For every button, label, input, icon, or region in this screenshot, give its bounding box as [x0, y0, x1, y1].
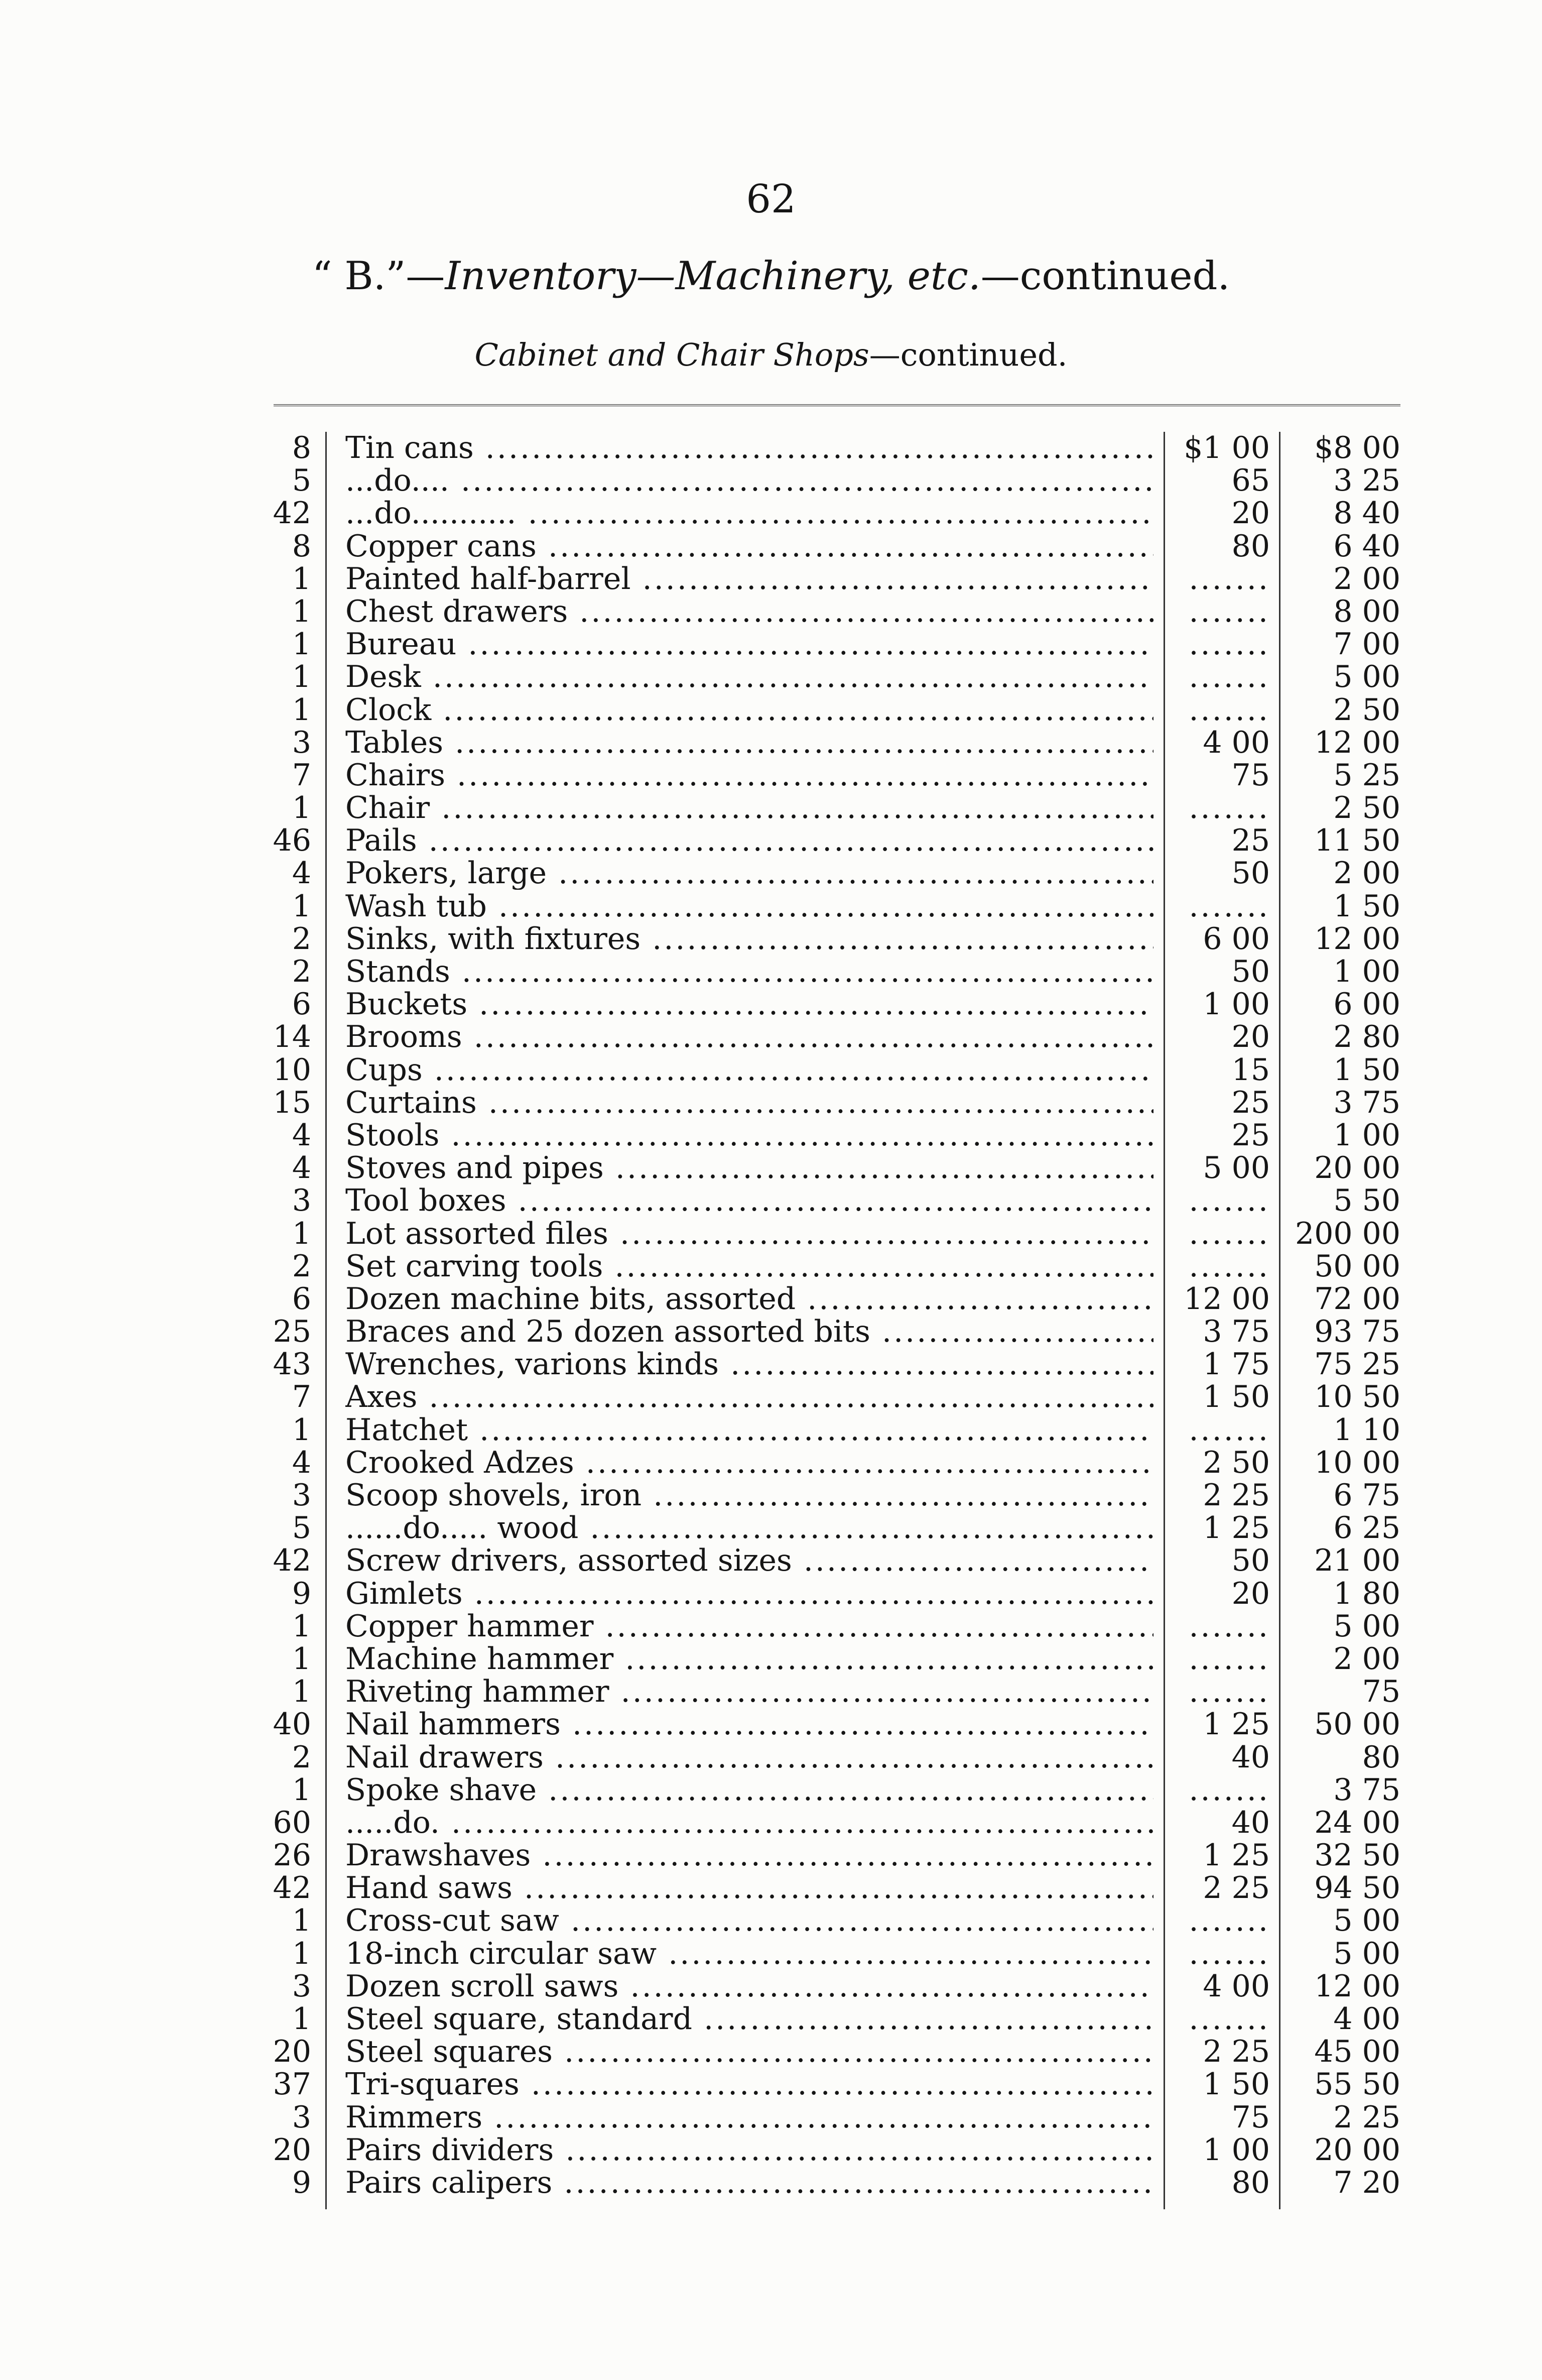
item-cell: Brooms .....	[345, 1021, 1153, 1053]
unit-price-cell: 2 25	[1203, 1478, 1270, 1513]
table-row	[0, 1184, 1542, 1217]
total-cell: 6 00	[1333, 987, 1400, 1022]
item-cell: Spoke shave .....	[345, 1774, 1153, 1807]
total-cell: 1 10	[1333, 1412, 1400, 1448]
item-cell: ...do........... .....	[345, 497, 1153, 530]
item-cell: Braces and 25 dozen assorted bits .....	[345, 1316, 1153, 1348]
quantity-cell: 14	[273, 1019, 311, 1055]
quantity-cell: 1	[292, 627, 311, 662]
unit-price-cell: 40	[1231, 1805, 1270, 1840]
item-cell: Pairs dividers .....	[345, 2134, 1153, 2167]
table-row	[0, 694, 1542, 727]
quantity-cell: 20	[273, 2132, 311, 2168]
total-cell: 1 00	[1333, 1117, 1400, 1153]
unit-price-cell: 75	[1231, 757, 1270, 793]
table-row	[0, 1414, 1542, 1447]
total-cell: 80	[1362, 1739, 1400, 1775]
quantity-cell: 1	[292, 2001, 311, 2037]
item-cell: Chair .....	[345, 792, 1153, 824]
item-cell: Sinks, with fixtures .....	[345, 923, 1153, 956]
quantity-cell: 1	[292, 593, 311, 629]
item-cell: Steel square, standard .....	[345, 2003, 1153, 2036]
table-row	[0, 1938, 1542, 1970]
table-row	[0, 1119, 1542, 1152]
table-row	[0, 1283, 1542, 1316]
item-cell: 18-inch circular saw .....	[345, 1938, 1153, 1970]
unit-price-cell: 1 25	[1203, 1510, 1270, 1546]
item-cell: Painted half-barrel .....	[345, 563, 1153, 596]
unit-price-cell	[1162, 1218, 1270, 1250]
unit-price-cell: 20	[1231, 1576, 1270, 1611]
quantity-cell: 2	[292, 921, 311, 957]
table-row	[0, 464, 1542, 497]
quantity-cell: 9	[292, 2165, 311, 2200]
total-cell: 3 75	[1333, 1085, 1400, 1120]
unit-price-cell	[1162, 2003, 1270, 2036]
quantity-cell: 1	[292, 1412, 311, 1448]
item-cell: Stools .....	[345, 1119, 1153, 1152]
total-cell: 50 00	[1314, 1248, 1400, 1284]
unit-price-cell: 1 75	[1203, 1347, 1270, 1382]
total-cell: 6 25	[1333, 1510, 1400, 1546]
total-cell: 12 00	[1314, 1968, 1400, 2004]
quantity-cell: 1	[292, 1936, 311, 1971]
total-cell: 12 00	[1314, 921, 1400, 957]
unit-price-cell	[1162, 1184, 1270, 1217]
total-cell: 24 00	[1314, 1805, 1400, 1840]
item-cell: Desk .....	[345, 661, 1153, 693]
total-cell: 75	[1362, 1674, 1400, 1710]
item-cell: Pokers, large .....	[345, 857, 1153, 890]
total-cell: 45 00	[1314, 2034, 1400, 2070]
table-row	[0, 1578, 1542, 1610]
quantity-cell: 8	[292, 528, 311, 564]
inventory-table	[0, 432, 1542, 2199]
table-row	[0, 628, 1542, 661]
quantity-cell: 4	[292, 856, 311, 891]
title-prefix: “ B.”—	[312, 254, 445, 299]
total-cell: 5 25	[1333, 757, 1400, 793]
total-cell: 55 50	[1314, 2067, 1400, 2102]
table-row	[0, 563, 1542, 596]
unit-price-cell: 25	[1231, 1085, 1270, 1120]
table-row	[0, 1152, 1542, 1184]
unit-price-cell: $1 00	[1184, 430, 1270, 465]
item-cell: Steel squares .....	[345, 2036, 1153, 2068]
unit-price-cell: 75	[1231, 2099, 1270, 2135]
unit-price-cell: 20	[1231, 496, 1270, 531]
unit-price-cell	[1162, 1774, 1270, 1807]
item-cell: Copper cans .....	[345, 530, 1153, 563]
unit-price-cell: 15	[1231, 1052, 1270, 1088]
title-italic: Inventory—Machinery, etc.	[445, 254, 981, 299]
unit-price-cell: 6 00	[1203, 921, 1270, 957]
total-cell: 6 75	[1333, 1478, 1400, 1513]
table-row	[0, 1021, 1542, 1053]
quantity-cell: 2	[292, 1739, 311, 1775]
unit-price-cell: 50	[1231, 954, 1270, 989]
table-row	[0, 1643, 1542, 1676]
unit-price-cell: 4 00	[1203, 1968, 1270, 2004]
total-cell: 1 00	[1333, 954, 1400, 989]
total-cell: 32 50	[1314, 1838, 1400, 1873]
item-cell: Curtains .....	[345, 1087, 1153, 1119]
unit-price-cell: 2 25	[1203, 2034, 1270, 2070]
table-row	[0, 1676, 1542, 1708]
title-suffix: —continued.	[980, 254, 1230, 299]
item-cell: Cross-cut saw .....	[345, 1905, 1153, 1937]
unit-price-cell: 25	[1231, 823, 1270, 859]
quantity-cell: 3	[292, 725, 311, 760]
table-row	[0, 432, 1542, 464]
total-cell: 7 00	[1333, 627, 1400, 662]
quantity-cell: 1	[292, 888, 311, 924]
quantity-cell: 20	[273, 2034, 311, 2070]
total-cell: 50 00	[1314, 1707, 1400, 1742]
item-cell: Pairs calipers .....	[345, 2167, 1153, 2199]
table-row	[0, 1610, 1542, 1643]
quantity-cell: 1	[292, 1641, 311, 1677]
unit-price-cell	[1162, 1610, 1270, 1643]
subtitle-suffix: —continued.	[869, 336, 1068, 373]
table-row	[0, 1250, 1542, 1283]
table-row	[0, 1544, 1542, 1577]
total-cell: 2 25	[1333, 2099, 1400, 2135]
quantity-cell: 1	[292, 1772, 311, 1808]
unit-price-cell: 65	[1231, 463, 1270, 499]
total-cell: 4 00	[1333, 2001, 1400, 2037]
item-cell: Screw drivers, assorted sizes .....	[345, 1544, 1153, 1577]
table-row	[0, 1381, 1542, 1413]
unit-price-cell: 3 75	[1203, 1314, 1270, 1350]
quantity-cell: 1	[292, 1903, 311, 1939]
total-cell: 2 50	[1333, 790, 1400, 826]
table-row	[0, 1970, 1542, 2003]
item-cell: Copper hammer .....	[345, 1610, 1153, 1643]
unit-price-cell: 80	[1231, 2165, 1270, 2200]
item-cell: Lot assorted files .....	[345, 1218, 1153, 1250]
unit-price-cell	[1162, 563, 1270, 596]
item-cell: Chest drawers .....	[345, 596, 1153, 628]
quantity-cell: 1	[292, 790, 311, 826]
item-cell: Axes .....	[345, 1381, 1153, 1413]
total-cell: 2 00	[1333, 561, 1400, 597]
unit-price-cell: 1 00	[1203, 2132, 1270, 2168]
quantity-cell: 3	[292, 1183, 311, 1219]
item-cell: ......do..... wood .....	[345, 1512, 1153, 1544]
table-row	[0, 2036, 1542, 2068]
item-cell: Crooked Adzes .....	[345, 1447, 1153, 1479]
table-row	[0, 1839, 1542, 1872]
item-cell: Dozen machine bits, assorted .....	[345, 1283, 1153, 1316]
item-cell: Hand saws .....	[345, 1872, 1153, 1905]
unit-price-cell	[1162, 1250, 1270, 1283]
table-row	[0, 792, 1542, 824]
table-row	[0, 1348, 1542, 1381]
table-row	[0, 2167, 1542, 2199]
item-cell: Hatchet .....	[345, 1414, 1153, 1447]
item-cell: Scoop shovels, iron .....	[345, 1479, 1153, 1512]
table-row	[0, 1708, 1542, 1741]
quantity-cell: 26	[273, 1838, 311, 1873]
item-cell: Wash tub .....	[345, 890, 1153, 923]
item-cell: Set carving tools .....	[345, 1250, 1153, 1283]
total-cell: 5 50	[1333, 1183, 1400, 1219]
item-cell: Gimlets .....	[345, 1578, 1153, 1610]
table-row	[0, 2003, 1542, 2036]
item-cell: Tin cans .....	[345, 432, 1153, 464]
item-cell: Drawshaves .....	[345, 1839, 1153, 1872]
table-row	[0, 1512, 1542, 1544]
table-row	[0, 727, 1542, 759]
quantity-cell: 3	[292, 1478, 311, 1513]
unit-price-cell: 2 25	[1203, 1870, 1270, 1906]
table-row	[0, 1905, 1542, 1937]
quantity-cell: 6	[292, 987, 311, 1022]
total-cell: 5 00	[1333, 1608, 1400, 1644]
unit-price-cell: 1 25	[1203, 1707, 1270, 1742]
header-rule	[274, 404, 1400, 406]
total-cell: 72 00	[1314, 1281, 1400, 1317]
unit-price-cell	[1162, 1676, 1270, 1708]
quantity-cell: 1	[292, 561, 311, 597]
table-row	[0, 593, 1542, 629]
total-cell: 20 00	[1314, 2132, 1400, 2168]
quantity-cell: 3	[292, 1968, 311, 2004]
total-cell: 21 00	[1314, 1543, 1400, 1579]
quantity-cell: 4	[292, 1150, 311, 1186]
item-cell: Buckets .....	[345, 988, 1153, 1021]
quantity-cell: 6	[292, 1281, 311, 1317]
quantity-cell: 9	[292, 1576, 311, 1611]
total-cell: 5 00	[1333, 659, 1400, 695]
table-row	[0, 530, 1542, 563]
table-row	[0, 661, 1542, 693]
quantity-cell: 1	[292, 692, 311, 728]
quantity-cell: 15	[273, 1085, 311, 1120]
quantity-cell: 42	[273, 1870, 311, 1906]
total-cell: 6 40	[1333, 528, 1400, 564]
total-cell: 12 00	[1314, 725, 1400, 760]
unit-price-cell: 80	[1231, 528, 1270, 564]
quantity-cell: 1	[292, 659, 311, 695]
table-row	[0, 759, 1542, 792]
unit-price-cell: 4 00	[1203, 725, 1270, 760]
total-cell: 8 00	[1333, 593, 1400, 629]
item-cell: Dozen scroll saws .....	[345, 1970, 1153, 2003]
total-cell: 1 80	[1333, 1576, 1400, 1611]
unit-price-cell: 1 25	[1203, 1838, 1270, 1873]
item-cell: Clock .....	[345, 694, 1153, 727]
table-row	[0, 1054, 1542, 1087]
unit-price-cell: 1 00	[1203, 987, 1270, 1022]
total-cell: 10 00	[1314, 1445, 1400, 1480]
total-cell: 2 80	[1333, 1019, 1400, 1055]
total-cell: 11 50	[1314, 823, 1400, 859]
quantity-cell: 5	[292, 1510, 311, 1546]
section-subtitle	[0, 336, 1542, 373]
table-row	[0, 890, 1542, 923]
total-cell: 1 50	[1333, 1052, 1400, 1088]
page-title	[0, 254, 1542, 299]
total-cell: 2 50	[1333, 692, 1400, 728]
total-cell: 5 00	[1333, 1903, 1400, 1939]
unit-price-cell: 25	[1231, 1117, 1270, 1153]
quantity-cell: 2	[292, 1248, 311, 1284]
total-cell: 8 40	[1333, 496, 1400, 531]
unit-price-cell	[1162, 1643, 1270, 1676]
quantity-cell: 37	[273, 2067, 311, 2102]
quantity-cell: 42	[273, 496, 311, 531]
item-cell: Cups .....	[345, 1054, 1153, 1087]
table-row	[0, 1087, 1542, 1119]
total-cell: 2 00	[1333, 856, 1400, 891]
table-row	[0, 1479, 1542, 1512]
item-cell: Stoves and pipes .....	[345, 1152, 1153, 1184]
unit-price-cell	[1162, 596, 1270, 628]
item-cell: Machine hammer .....	[345, 1643, 1153, 1676]
table-row	[0, 1218, 1542, 1250]
table-row	[0, 1316, 1542, 1348]
table-row	[0, 1741, 1542, 1774]
quantity-cell: 8	[292, 430, 311, 465]
unit-price-cell	[1162, 1905, 1270, 1937]
total-cell: 93 75	[1314, 1314, 1400, 1350]
item-cell: Riveting hammer .....	[345, 1676, 1153, 1708]
total-cell: 1 50	[1333, 888, 1400, 924]
table-row	[0, 1447, 1542, 1479]
table-row	[0, 956, 1542, 988]
table-row	[0, 857, 1542, 890]
table-row	[0, 2068, 1542, 2101]
subtitle-italic: Cabinet and Chair Shops	[474, 336, 869, 373]
quantity-cell: 5	[292, 463, 311, 499]
quantity-cell: 10	[273, 1052, 311, 1088]
total-cell: 7 20	[1333, 2165, 1400, 2200]
item-cell: Stands .....	[345, 956, 1153, 988]
item-cell: Bureau .....	[345, 628, 1153, 661]
item-cell: Tool boxes .....	[345, 1184, 1153, 1217]
unit-price-cell: 50	[1231, 1543, 1270, 1579]
total-cell: 3 75	[1333, 1772, 1400, 1808]
unit-price-cell: 12 00	[1184, 1281, 1270, 1317]
quantity-cell: 40	[273, 1707, 311, 1742]
quantity-cell: 7	[292, 1379, 311, 1415]
total-cell: 20 00	[1314, 1150, 1400, 1186]
item-cell: Chairs .....	[345, 759, 1153, 792]
item-cell: Rimmers .....	[345, 2101, 1153, 2134]
unit-price-cell: 1 50	[1203, 1379, 1270, 1415]
item-cell: ...do.... .....	[345, 464, 1153, 497]
table-row	[0, 1807, 1542, 1839]
unit-price-cell: 40	[1231, 1739, 1270, 1775]
total-cell: 200 00	[1295, 1216, 1400, 1251]
total-cell: $8 00	[1314, 430, 1400, 465]
table-row	[0, 2101, 1542, 2134]
table-row	[0, 988, 1542, 1021]
total-cell: 3 25	[1333, 463, 1400, 499]
unit-price-cell: 5 00	[1203, 1150, 1270, 1186]
quantity-cell: 1	[292, 1674, 311, 1710]
item-cell: Tri-squares .....	[345, 2068, 1153, 2101]
quantity-cell: 2	[292, 954, 311, 989]
table-row	[0, 923, 1542, 956]
quantity-cell: 1	[292, 1608, 311, 1644]
item-cell: .....do. .....	[345, 1807, 1153, 1839]
page-number: 62	[746, 177, 796, 222]
unit-price-cell: 20	[1231, 1019, 1270, 1055]
total-cell: 75 25	[1314, 1347, 1400, 1382]
quantity-cell: 4	[292, 1445, 311, 1480]
table-row	[0, 824, 1542, 857]
quantity-cell: 43	[273, 1347, 311, 1382]
unit-price-cell	[1162, 1414, 1270, 1447]
item-cell: Nail drawers .....	[345, 1741, 1153, 1774]
quantity-cell: 60	[273, 1805, 311, 1840]
unit-price-cell: 2 50	[1203, 1445, 1270, 1480]
item-cell: Wrenches, varions kinds .....	[345, 1348, 1153, 1381]
quantity-cell: 42	[273, 1543, 311, 1579]
quantity-cell: 25	[273, 1314, 311, 1350]
unit-price-cell: 50	[1231, 856, 1270, 891]
quantity-cell: 46	[273, 823, 311, 859]
unit-price-cell: 1 50	[1203, 2067, 1270, 2102]
quantity-cell: 3	[292, 2099, 311, 2135]
quantity-cell: 1	[292, 1216, 311, 1251]
item-cell: Nail hammers .....	[345, 1708, 1153, 1741]
quantity-cell: 7	[292, 757, 311, 793]
unit-price-cell	[1162, 694, 1270, 727]
total-cell: 94 50	[1314, 1870, 1400, 1906]
table-row	[0, 497, 1542, 530]
total-cell: 5 00	[1333, 1936, 1400, 1971]
unit-price-cell	[1162, 1938, 1270, 1970]
unit-price-cell	[1162, 792, 1270, 824]
unit-price-cell	[1162, 890, 1270, 923]
total-cell: 2 00	[1333, 1641, 1400, 1677]
quantity-cell: 4	[292, 1117, 311, 1153]
table-row	[0, 2134, 1542, 2167]
total-cell: 10 50	[1314, 1379, 1400, 1415]
item-cell: Tables .....	[345, 727, 1153, 759]
item-cell: Pails .....	[345, 824, 1153, 857]
unit-price-cell	[1162, 661, 1270, 693]
table-row	[0, 1872, 1542, 1905]
unit-price-cell	[1162, 628, 1270, 661]
table-row	[0, 1774, 1542, 1807]
